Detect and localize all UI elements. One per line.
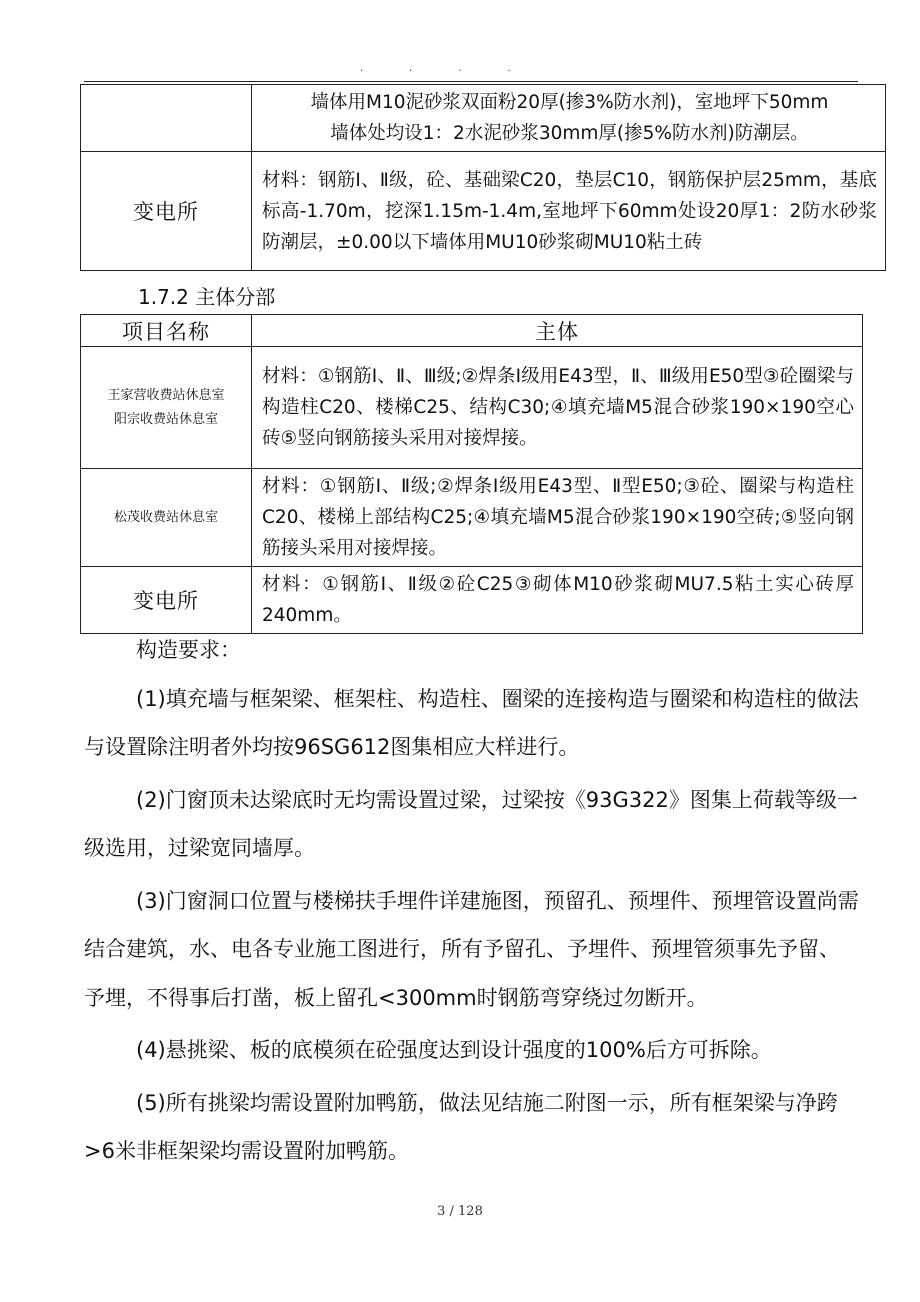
header-project-name: 项目名称 <box>81 315 252 347</box>
requirement-item: (1)填充墙与框架梁、框架柱、构造柱、圈梁的连接构造与圈梁和构造柱的做法与设置除注明者外均按96SG612图集相应大样进行。 <box>84 686 859 759</box>
content-line: 墙体处均设1：2水泥砂浆30mm厚(掺5%防水剂)防潮层。 <box>330 123 809 144</box>
row-content: 材料：①钢筋Ⅰ、Ⅱ级②砼C25③砌体M10砂浆砌MU7.5粘土实心砖厚240mm。 <box>252 567 863 634</box>
requirements-section <box>84 626 860 1176</box>
row-content: 材料：①钢筋Ⅰ、Ⅱ、Ⅲ级;②焊条Ⅰ级用E43型，Ⅱ、Ⅲ级用E50型③砼圈梁与构造柱C20、楼梯C25、结构C30;④填充墙M5混合砂浆190×190空心砖⑤竖向钢筋接头采用对接焊接。 <box>252 347 863 469</box>
row-label: 松茂收费站休息室 <box>81 469 252 567</box>
table-row <box>81 152 886 271</box>
label-line: 阳宗收费站休息室 <box>113 411 218 427</box>
row-content: 材料：①钢筋Ⅰ、Ⅱ级;②焊条Ⅰ级用E43型、Ⅱ型E50;③砼、圈梁与构造柱C20、楼梯上部结构C25;④填充墙M5混合砂浆190×190空砖;⑤竖向钢筋接头采用对接焊接。 <box>252 469 863 567</box>
requirement-item: (5)所有挑梁均需设置附加鸭筋，做法见结施二附图一示，所有框架梁与净跨>6米非框架梁均需设置附加鸭筋。 <box>84 1090 838 1163</box>
table-row <box>81 567 863 634</box>
table-row <box>81 347 863 469</box>
row-label: 变电所 <box>81 567 252 634</box>
main-structure-table <box>80 314 863 634</box>
table-row <box>81 85 886 152</box>
header-rule <box>84 81 858 82</box>
table-header-row <box>81 315 863 347</box>
row-label <box>81 347 252 469</box>
header-main-body: 主体 <box>252 315 863 347</box>
row-content: 材料：钢筋Ⅰ、Ⅱ级，砼、基础梁C20，垫层C10，钢筋保护层25mm，基底标高-1.70m，挖深1.15m-1.4m,室地坪下60mm处设20厚1：2防水砂浆防潮层，±0.00以下墙体用MU10砂浆砌MU10粘土砖 <box>252 152 886 271</box>
foundation-table <box>80 84 886 271</box>
row-label: 变电所 <box>81 152 252 271</box>
requirements-title: 构造要求： <box>136 638 241 662</box>
requirement-item: (2)门窗顶未达梁底时无均需设置过梁，过梁按《93G322》图集上荷载等级一级选用，过梁宽同墙厚。 <box>84 787 858 860</box>
header-dots: ···· <box>360 66 557 77</box>
row-label <box>81 85 252 152</box>
section-heading: 1.7.2 主体分部 <box>138 285 276 309</box>
page-number: 3 / 128 <box>437 1204 483 1219</box>
content-line: 墙体用M10泥砂浆双面粉20厚(掺3%防水剂)，室地坪下50mm <box>310 92 829 113</box>
requirement-item: (3)门窗洞口位置与楼梯扶手埋件详建施图，预留孔、预埋件、预埋管设置尚需结合建筑，水、电各专业施工图进行，所有予留孔、予埋件、预埋管须事先予留、予埋，不得事后打凿，板上留孔<300mm时钢筋弯穿绕过勿断开。 <box>84 888 859 1010</box>
requirement-item: (4)悬挑梁、板的底模须在砼强度达到设计强度的100%后方可拆除。 <box>136 1038 772 1062</box>
label-line: 王家营收费站休息室 <box>107 387 225 403</box>
row-content <box>252 85 886 152</box>
table-row <box>81 469 863 567</box>
